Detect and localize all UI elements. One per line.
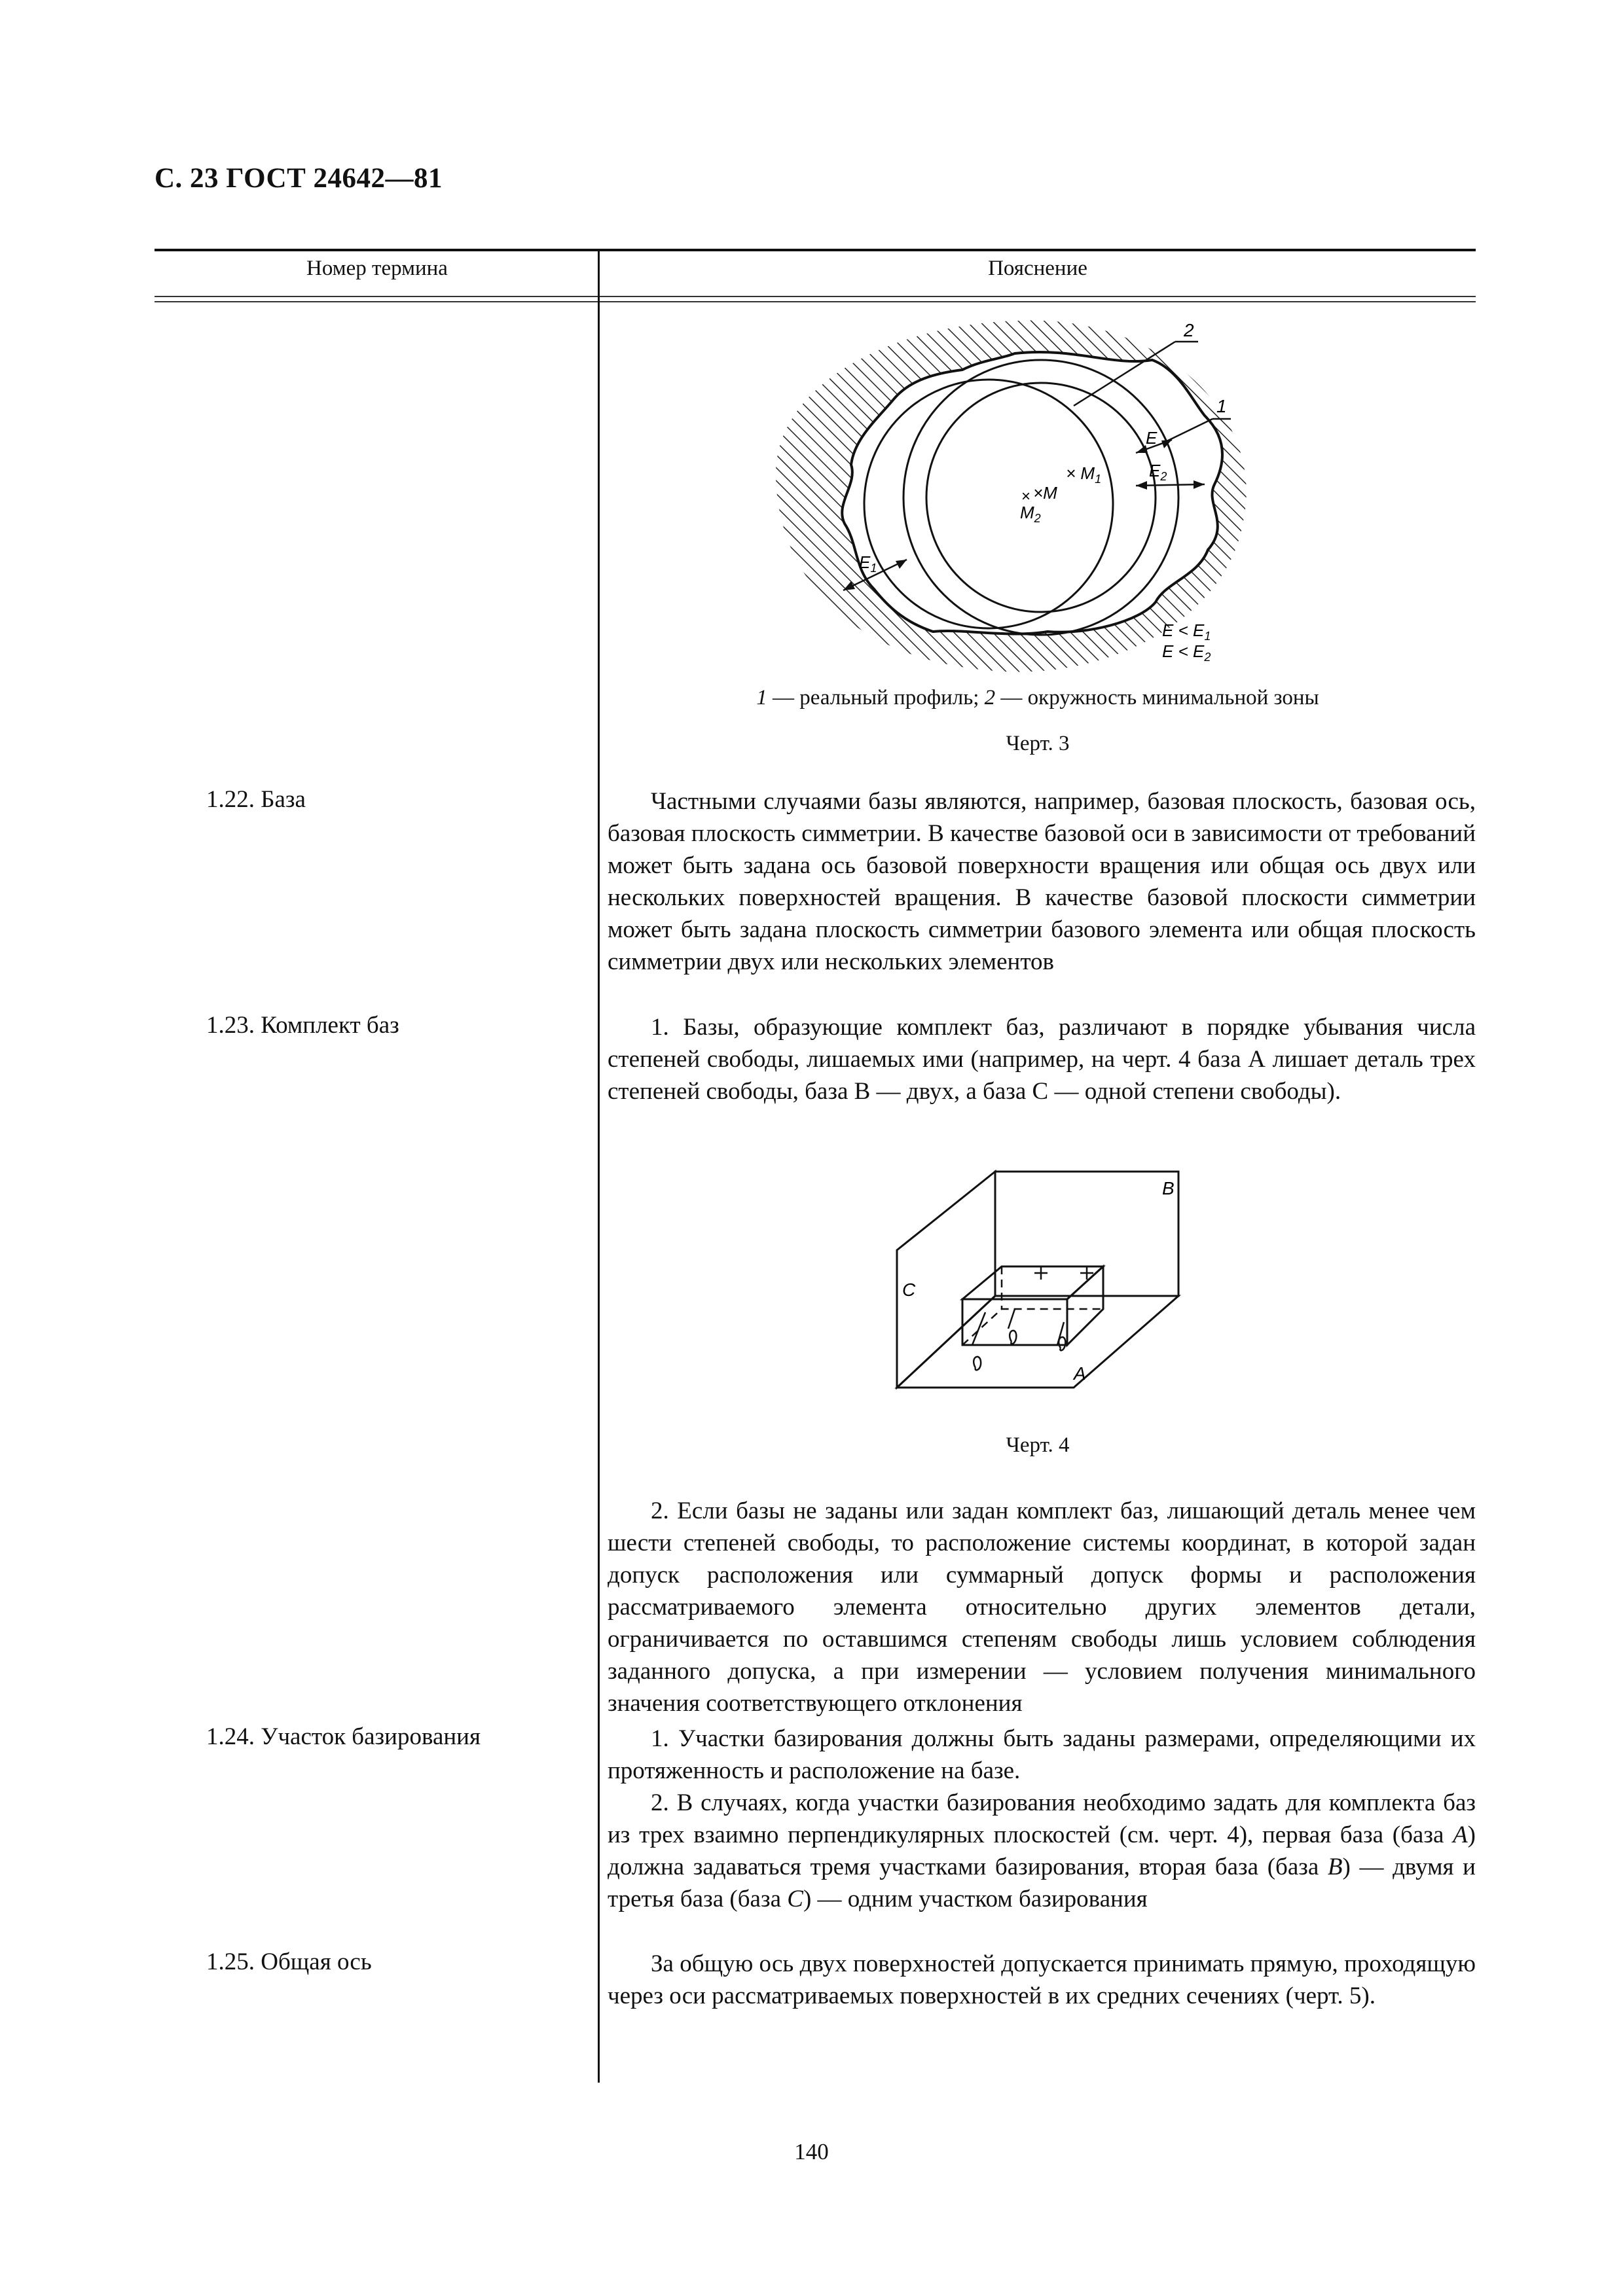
legend-text-1: — реальный профиль;: [767, 686, 985, 709]
inequality-1: [1162, 620, 1211, 643]
page-number: 140: [794, 2139, 829, 2164]
datum-target-1: [972, 1312, 985, 1370]
p124b-text-3: ) — двумя и третья база (база: [608, 1854, 1476, 1912]
explanation-1-24-part-1: 1. Участки базирования должны быть заданы размерами, определяющими их протяженность и расположение на базе.: [608, 1725, 1476, 1784]
figure-4-svg: [897, 1172, 1244, 1427]
figure-3-caption: Черт. 3: [1006, 732, 1070, 755]
plane-A: [897, 1296, 1178, 1388]
datum-target-3: [1057, 1322, 1065, 1350]
part-side-face: [1067, 1266, 1103, 1345]
label-E1-subscript: 1: [870, 562, 877, 575]
figure-3-legend: [600, 686, 1476, 710]
explanation-1-25: За общую ось двух поверхностей допускается принимать прямую, проходящую через оси рассматриваемых поверхностей в их средних сечениях (черт. 5).: [608, 1950, 1476, 2009]
term-1-23: 1.23. Комплект баз: [206, 1012, 399, 1039]
part-top-face: [962, 1266, 1103, 1299]
column-header-explanation: Пояснение: [988, 257, 1087, 280]
column-divider: [598, 250, 600, 2083]
p124b-datum-C: C: [787, 1886, 803, 1912]
explanation-1-23-part-1: 1. Базы, образующие комплект баз, различают в порядке убывания числа степеней свободы, лишаемых ими (например, на черт. 4 база А лишает деталь трех степеней свободы, база В — двух, а база С — одной степени свободы).: [608, 1014, 1476, 1105]
legend-text-2: — окружность минимальной зоны: [995, 686, 1319, 709]
label-B: B: [1162, 1178, 1175, 1198]
cross-mark-1: [1034, 1266, 1048, 1280]
table-header-double-rule: [155, 296, 1476, 302]
p124b-text-2: ) должна задаваться тремя участками базирования, вторая база (база: [608, 1821, 1476, 1880]
datum-target-2: [1008, 1309, 1016, 1344]
legend-number-2: 2: [984, 686, 996, 709]
p124b-text-1: 2. В случаях, когда участки базирования необходимо задать для комплекта баз из трех взаимно перпендикулярных плоскостей (см. черт. 4), первая база (база: [608, 1789, 1476, 1848]
column-header-term-number: Номер термина: [306, 257, 448, 280]
legend-number-1: 1: [756, 686, 767, 709]
label-M1-letter: × M: [1066, 463, 1095, 483]
table-top-rule: [155, 249, 1476, 251]
label-M2-letter: M: [1020, 503, 1034, 522]
explanation-1-23-part-2: 2. Если базы не заданы или задан комплект баз, лишающий деталь менее чем шести степеней свободы, то расположение системы координат, в которой задан допуск расположения или суммарный допуск формы и расположения рассматриваемого элемента относительно других элементов детали, ограничивается по оставшимся степеням свободы лишь условием соблюдения заданного допуска, а при измерении — условием получения минимального значения соответствующего отклонения: [608, 1498, 1476, 1717]
label-M1-subscript: 1: [1095, 473, 1102, 486]
part-front-face: [962, 1299, 1067, 1345]
label-E: E: [1146, 428, 1158, 448]
term-1-24: 1.24. Участок базирования: [206, 1723, 481, 1750]
page-header: С. 23 ГОСТ 24642—81: [155, 163, 443, 194]
label-2: 2: [1184, 320, 1194, 340]
label-x-mark: ×: [1021, 488, 1031, 505]
label-M2-subscript: 2: [1034, 512, 1041, 525]
label-M: ×M: [1033, 483, 1057, 503]
inequality-2-text: E < E: [1162, 641, 1205, 661]
label-1: 1: [1216, 396, 1227, 416]
label-E2-letter: E: [1149, 461, 1161, 480]
inequality-2-subscript: 2: [1204, 651, 1211, 664]
figure-4-caption: Черт. 4: [1006, 1433, 1070, 1457]
label-E1-letter: E: [859, 552, 871, 572]
p124b-datum-A: A: [1453, 1821, 1468, 1848]
inequality-1-text: E < E: [1162, 620, 1205, 640]
figure-3-svg: [746, 308, 1296, 674]
figure-3-drawing: [746, 308, 1296, 674]
label-C: C: [902, 1280, 916, 1300]
figure-4-drawing: [897, 1172, 1244, 1427]
label-A: A: [1074, 1363, 1086, 1384]
p124b-text-4: ) — одним участком базирования: [803, 1886, 1148, 1912]
label-E2-subscript: 2: [1160, 470, 1167, 483]
term-1-22: 1.22. База: [206, 786, 306, 813]
explanation-1-22: Частными случаями базы являются, например, базовая плоскость, базовая ось, базовая плоскость симметрии. В качестве базовой оси в зависимости от требований может быть задана ось базовой поверхности вращения или общая ось двух или нескольких поверхностей вращения. В качестве базовой плоскости симметрии может быть задана плоскость симметрии базового элемента или общая плоскость симметрии двух или нескольких элементов: [608, 788, 1476, 975]
term-1-25: 1.25. Общая ось: [206, 1948, 372, 1975]
p124b-datum-B: B: [1327, 1854, 1343, 1880]
inequality-1-subscript: 1: [1204, 630, 1211, 643]
explanation-1-24-part-2: [608, 1787, 1476, 1915]
inequality-2: [1162, 641, 1211, 664]
